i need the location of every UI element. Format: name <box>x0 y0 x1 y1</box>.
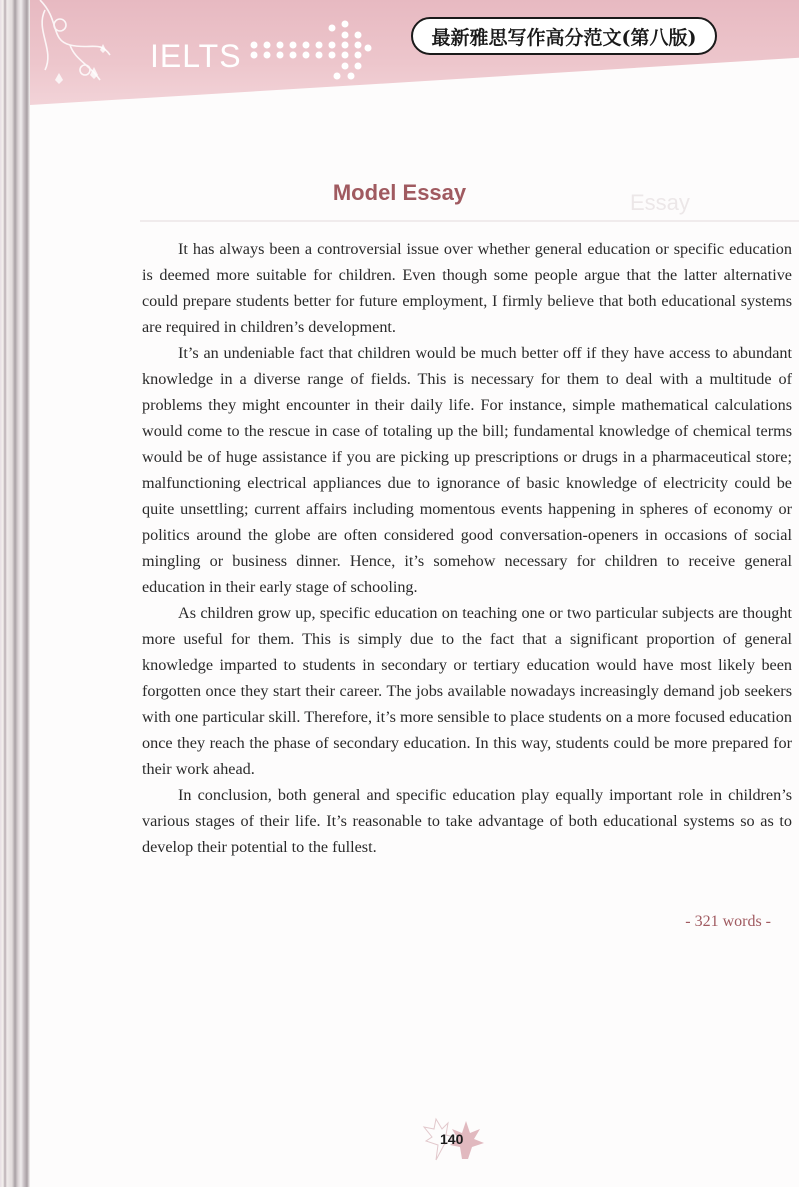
book-binding-edge <box>0 0 30 1187</box>
dot-arrow-icon <box>248 20 378 80</box>
essay-paragraph-conclusion: In conclusion, both general and specific education play equally important role in children’s various stages of their life. It’s reasonable to take advantage of both educational systems so as to develop their potential to the fullest. <box>142 786 792 856</box>
floral-flourish-icon <box>30 0 120 100</box>
essay-paragraph-body-2: As children grow up, specific education on teaching one or two particular subjects are thought more useful for them. This is simply due to the fact that a significant proportion of general knowledge imparted to students in secondary or tertiary education would have most likely been forgotten once they start their career. The jobs available nowadays increasingly demand job seekers with one particular skill. Therefore, it’s more sensible to place students on a more focused education once they reach the phase of secondary education. In this way, students could be more prepared for their work ahead. <box>142 604 792 778</box>
ielts-logo: IELTS <box>150 38 242 74</box>
essay-title: Model Essay <box>332 180 467 205</box>
bleed-through-text: Essay <box>630 190 690 215</box>
word-count: - 321 words - <box>685 913 771 930</box>
bleed-through-rule <box>140 220 799 222</box>
essay-paragraph-intro: It has always been a controversial issue over whether general education or specific education is deemed more suitable for children. Even though some people argue that the latter alternative could prepare students better for future employment, I firmly believe that both educational systems are required in children’s development. <box>142 240 792 336</box>
essay-body <box>142 236 792 860</box>
book-title: 最新雅思写作高分范文(第八版) <box>411 17 717 55</box>
page-number: 140 <box>440 1131 464 1147</box>
essay-paragraph-body-1: It’s an undeniable fact that children would be much better off if they have access to abundant knowledge in a diverse range of fields. This is necessary for them to deal with a multitude of problems they might encounter in their daily life. For instance, simple mathematical calculations would come to the rescue in case of totaling up the bill; fundamental knowledge of chemical terms would be of huge assistance if you are picking up prescriptions or drugs in a pharmaceutical store; malfunctioning electrical appliances due to ignorance of basic knowledge of electricity could be quite unsettling; current affairs including momentous events happening in spheres of economy or politics around the globe are often considered good conversation-openers in occasions of social mingling or business dinner. Hence, it’s somehow necessary for children to receive general education in their early stage of schooling. <box>142 344 792 596</box>
page-footer <box>418 1115 488 1165</box>
